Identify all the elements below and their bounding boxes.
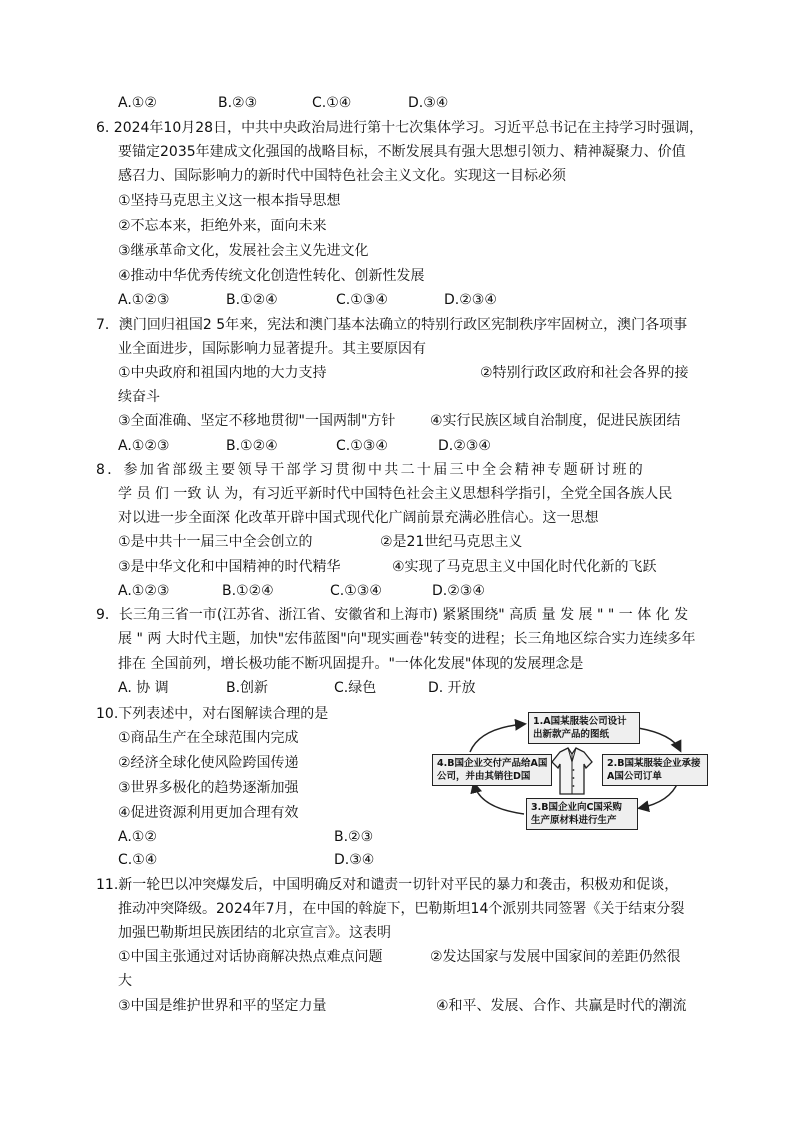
jacket-icon [552, 748, 592, 794]
q5-option-d[interactable]: D.③④ [408, 95, 449, 111]
q6-item-4: ④推动中华优秀传统文化创造性转化、创新性发展 [118, 268, 425, 284]
q7-stem-line-2: 业全面进步，国际影响力显著提升。其主要原因有 [118, 341, 426, 357]
q11-item-1: ①中国主张通过对话协商解决热点难点问题 [118, 949, 383, 965]
q8-item-3: ③是中华文化和中国精神的时代精华 [118, 559, 341, 575]
q10-stem: 10.下列表述中，对右图解读合理的是 [96, 706, 329, 722]
q8-option-d[interactable]: D.②③④ [432, 583, 485, 599]
q7-option-b[interactable]: B.①②④ [226, 438, 278, 454]
q9-stem-line-1: 9．长三角三省一市(江苏省、浙江省、安徽省和上海市) 紧紧围绕" 高质 量 发 展 " " 一 体 化 发 [96, 607, 689, 623]
q7-item-4: ④实行民族区域自治制度，促进民族团结 [430, 413, 681, 429]
arrow-4-to-1 [470, 724, 524, 752]
q5-option-b[interactable]: B.②③ [218, 95, 258, 111]
q8-stem-line-1: 8．参加省部级主要领导干部学习贯彻中共二十届三中全会精神专题研讨班的 [96, 462, 646, 478]
q8-option-c[interactable]: C.①③④ [330, 583, 382, 599]
q10-item-3: ③世界多极化的趋势逐渐加强 [118, 780, 299, 796]
q6-stem-line-1: 6. 2024年10月28日，中共中央政治局进行第十七次集体学习。习近平总书记在主持学习时强调， [96, 120, 704, 136]
q7-item-1: ①中央政府和祖国内地的大力支持 [118, 365, 327, 381]
arrow-1-to-2 [638, 728, 680, 750]
q10-option-c[interactable]: C.①④ [118, 852, 158, 868]
q11-item-2: ②发达国家与发展中国家间的差距仍然很 [430, 949, 681, 965]
q7-option-c[interactable]: C.①③④ [336, 438, 388, 454]
q11-stem-line-2: 推动冲突降级。2024年7月，在中国的斡旋下，巴勒斯坦14个派别共同签署《关于结束分裂 [118, 901, 685, 917]
q6-option-c[interactable]: C.①③④ [336, 292, 388, 308]
q11-item-3: ③中国是维护世界和平的坚定力量 [118, 998, 327, 1014]
q10-item-2: ②经济全球化使风险跨国传递 [118, 755, 299, 771]
q6-item-1: ①坚持马克思主义这一根本指导思想 [118, 193, 341, 209]
q7-option-a[interactable]: A.①②③ [118, 438, 170, 454]
q7-item-2-cont: 续奋斗 [118, 389, 160, 405]
q10-option-b[interactable]: B.②③ [334, 829, 374, 845]
q6-option-a[interactable]: A.①②③ [118, 292, 170, 308]
arrow-3-to-4 [474, 784, 524, 814]
q11-stem-line-3: 加强巴勒斯坦民族团结的北京宣言》。这表明 [118, 925, 391, 941]
q6-item-2: ②不忘本来，拒绝外来，面向未来 [118, 218, 327, 234]
q5-option-c[interactable]: C.①④ [312, 95, 352, 111]
q6-option-b[interactable]: B.①②④ [226, 292, 278, 308]
q6-stem-line-2: 要锚定2035年建成文化强国的战略目标，不断发展具有强大思想引领力、精神凝聚力、价值 [118, 144, 686, 160]
q10-option-d[interactable]: D.③④ [334, 852, 375, 868]
q7-stem-line-1: 7．澳门回归祖国2 5年来，宪法和澳门基本法确立的特别行政区宪制秩序牢固树立，澳门各项事 [96, 317, 688, 333]
q11-stem-line-1: 11.新一轮巴以冲突爆发后，中国明确反对和谴责一切针对平民的暴力和袭击，积极劝和促谈， [96, 877, 679, 893]
q11-item-4: ④和平、发展、合作、共赢是时代的潮流 [436, 998, 687, 1014]
q10-cycle-diagram [432, 710, 708, 832]
q9-option-b[interactable]: B.创新 [226, 680, 269, 696]
q8-item-4: ④实现了马克思主义中国化时代化新的飞跃 [392, 559, 657, 575]
q9-stem-line-3: 排在 全国前列，增长极功能不断巩固提升。"一体化发展"体现的发展理念是 [118, 656, 584, 672]
q10-item-1: ①商品生产在全球范围内完成 [118, 730, 299, 746]
q8-item-1: ①是中共十一届三中全会创立的 [118, 534, 313, 550]
q8-item-2: ②是21世纪马克思主义 [380, 534, 523, 550]
q6-stem-line-3: 感召力、国际影响力的新时代中国特色社会主义文化。实现这一目标必须 [118, 168, 566, 184]
q8-stem-line-3: 对以进一步全面深 化改革开辟中国式现代化广阔前景充满必胜信心。这一思想 [118, 510, 599, 526]
diagram-box-2: 2.B国某服装企业承接 A国公司订单 [602, 754, 708, 786]
q9-option-c[interactable]: C.绿色 [334, 680, 377, 696]
q6-option-d[interactable]: D.②③④ [444, 292, 497, 308]
q6-item-3: ③继承革命文化，发展社会主义先进文化 [118, 243, 369, 259]
q7-item-2: ②特别行政区政府和社会各界的接 [480, 365, 689, 381]
diagram-box-4: 4.B国企业交付产品给A国 公司，并由其销往D国 [432, 754, 552, 786]
q9-option-a[interactable]: A. 协 调 [118, 680, 169, 696]
diagram-box-1: 1.A国某服装公司设计 出新款产品的图纸 [528, 712, 640, 744]
diagram-box-3: 3.B国企业向C国采购 生产原材料进行生产 [526, 798, 638, 830]
q8-option-a[interactable]: A.①②③ [118, 583, 170, 599]
q8-stem-line-2: 学 员 们 一致 认 为，有习近平新时代中国特色社会主义思想科学指引，全党全国各族人民 [118, 486, 673, 502]
q7-item-3: ③全面准确、坚定不移地贯彻"一国两制"方针 [118, 413, 396, 429]
q10-option-a[interactable]: A.①② [118, 829, 157, 845]
q8-option-b[interactable]: B.①②④ [222, 583, 274, 599]
q9-stem-line-2: 展 " 两 大时代主题，加快"宏伟蓝图"向"现实画卷"转变的进程；长三角地区综合实力连续多年 [118, 631, 696, 647]
q10-item-4: ④促进资源利用更加合理有效 [118, 805, 299, 821]
q9-option-d[interactable]: D. 开放 [428, 680, 476, 696]
q7-option-d[interactable]: D.②③④ [438, 438, 491, 454]
q5-option-a[interactable]: A.①② [118, 95, 157, 111]
q11-item-2-cont: 大 [118, 973, 132, 989]
